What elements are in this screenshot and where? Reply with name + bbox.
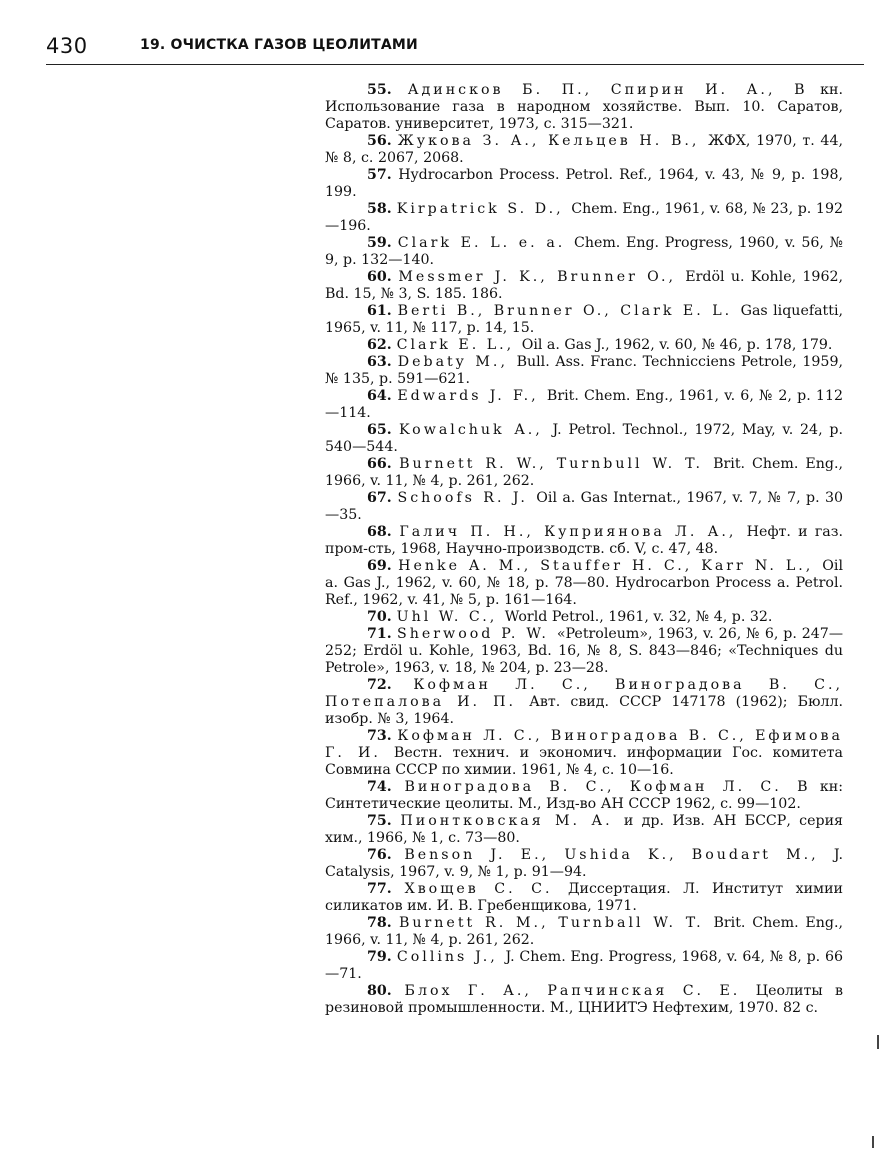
reference-text: Диссертация. Л. Институт химии силикатов им. И. В. Гребенщикова, 1971. [325,881,843,914]
reference-number: 72. [367,677,414,693]
reference-author: Edwards J. F., [397,388,547,404]
reference-item [325,422,843,456]
reference-item [325,728,843,779]
reference-number: 62. [367,337,397,353]
reference-text: Erdöl u. Kohle, 1962, Bd. 15, № 3, S. 185. 186. [325,269,844,302]
reference-author: Uhl W. C., [396,609,505,625]
reference-number: 65. [367,422,399,438]
reference-text: Авт. свид. СССР 147178 (1962); Бюлл. изобр. № 3, 1964. [325,694,843,727]
reference-item [325,881,843,915]
reference-number: 71. [367,626,398,642]
reference-number: 69. [367,558,399,574]
reference-item [325,354,843,388]
page-number: 430 [46,34,88,58]
reference-item [325,609,843,626]
reference-number: 60. [367,269,399,285]
reference-number: 79. [367,949,397,965]
reference-author: Sherwood P. W. [397,626,557,642]
reference-text: Brit. Chem. Eng., 1966, v. 11, № 4, p. 261, 262. [325,915,843,948]
reference-item [325,677,843,728]
reference-text: Brit. Chem. Eng., 1966, v. 11, № 4, p. 261, 262. [325,456,843,489]
reference-author: Clark E. L. e. a. [397,235,574,251]
reference-number: 67. [367,490,398,506]
reference-item [325,915,843,949]
reference-author: Messmer J. K., Brunner O., [398,269,686,285]
reference-author: Хвощев С. С. [404,881,568,897]
reference-author: Виноградова В. С., Кофман Л. С. [404,779,798,795]
reference-number: 61. [367,303,398,319]
chapter-title: 19. ОЧИСТКА ГАЗОВ ЦЕОЛИТАМИ [140,37,418,53]
reference-text: Oil a. Gas J., 1962, v. 60, № 46, p. 178, 179. [521,337,833,353]
reference-text: Bull. Ass. Franc. Technicciens Petrole, 1959, № 135, p. 591—621. [325,354,843,387]
reference-text: Вестн. технич. и экономич. информации Гос. комитета Совмина СССР по химии. 1961, № 4, с. 10—16. [325,745,843,778]
reference-author: Debaty M., [397,354,517,370]
reference-number: 68. [367,524,400,540]
reference-text: В кн: Синтетические цеолиты. М., Изд-во АН СССР 1962, с. 99—102. [325,779,843,812]
reference-number: 55. [367,82,408,98]
reference-item [325,235,843,269]
reference-author: Кофман Л. С., Виноградова В. С., Потепалова И. П. [325,677,843,710]
reference-number: 75. [367,813,401,829]
reference-text: Brit. Chem. Eng., 1961, v. 6, № 2, p. 112—114. [325,388,843,421]
reference-number: 59. [367,235,398,251]
reference-number: 78. [367,915,399,931]
reference-author: Benson J. E., Ushida K., Boudart M., [404,847,834,863]
reference-item [325,779,843,813]
reference-number: 74. [367,779,405,795]
reference-item [325,269,843,303]
reference-author: Пионтковская М. А. [400,813,624,829]
reference-list [325,82,843,1017]
reference-text: Gas liquefatti, 1965, v. 11, № 117, p. 14, 15. [325,303,843,336]
reference-author: Жукова З. А., Кельцев Н. В., [397,133,709,149]
reference-item [325,983,843,1017]
reference-text: Chem. Eng., 1961, v. 68, № 23, p. 192—196. [325,201,843,234]
reference-text: Нефт. и газ. пром-сть, 1968, Научно-производств. сб. V, с. 47, 48. [325,524,843,557]
reference-author: Кофман Л. С., Виноградова В. С., Ефимова Г. И. [325,728,844,761]
reference-number: 58. [367,201,397,217]
reference-author: Clark E. L., [396,337,522,353]
reference-number: 70. [367,609,397,625]
reference-text: Chem. Eng. Progress, 1960, v. 56, № 9, p. 132—140. [325,235,843,268]
reference-text: J. Petrol. Technol., 1972, May, v. 24, p. 540—544. [325,422,843,455]
reference-item [325,337,843,354]
reference-number: 56. [367,133,398,149]
page-header [46,34,864,65]
reference-author: Collins J., [396,949,506,965]
reference-item [325,847,843,881]
reference-item [325,388,843,422]
reference-text: В кн. Использование газа в народном хозяйстве. Вып. 10. Саратов, Саратов. университет, 1973, с. 315—321. [325,82,843,132]
reference-item [325,82,843,133]
reference-item [325,201,843,235]
reference-item [325,456,843,490]
reference-item [325,949,843,983]
reference-number: 63. [367,354,398,370]
reference-author: Kowalchuk A., [398,422,553,438]
reference-author: Henke A. M., Stauffer H. C., Karr N. L., [398,558,823,574]
reference-item [325,558,843,609]
reference-text: J. Catalysis, 1967, v. 9, № 1, p. 91—94. [325,847,843,880]
margin-mark [872,1136,874,1148]
reference-text: ЖФХ, 1970, т. 44, № 8, с. 2067, 2068. [325,133,843,166]
reference-text: «Petroleum», 1963, v. 26, № 6, p. 247—252; Erdöl u. Kohle, 1963, Bd. 16, № 8, S. 843—846; «Techniques du Petrole», 1963, v. 18, № 204, p. 23—28. [325,626,844,676]
reference-number: 57. [367,167,399,183]
reference-number: 66. [367,456,400,472]
reference-author: Burnett R. M., Turnball W. T. [398,915,714,931]
reference-item [325,167,843,201]
reference-author: Адинсков Б. П., Спирин И. А., [407,82,795,98]
reference-author: Блох Г. А., Рапчинская С. Е. [404,983,756,999]
reference-item [325,303,843,337]
reference-text: World Petrol., 1961, v. 32, № 4, p. 32. [504,609,773,625]
reference-text: и др. Изв. АН БССР, серия хим., 1966, № 1, с. 73—80. [325,813,843,846]
reference-number: 76. [367,847,405,863]
reference-number: 64. [367,388,398,404]
reference-item [325,133,843,167]
reference-author: Berti B., Brunner O., Clark E. L. [397,303,741,319]
reference-author: Галич П. Н., Куприянова Л. А., [399,524,747,540]
reference-text: Oil a. Gas Internat., 1967, v. 7, № 7, p. 30—35. [325,490,844,523]
reference-author: Schoofs R. J. [397,490,537,506]
reference-item [325,626,843,677]
reference-text: Цеолиты в резиновой промышленности. М., ЦНИИТЭ Нефтехим, 1970. 82 с. [325,983,843,1016]
margin-mark [877,1035,879,1049]
reference-number: 77. [367,881,405,897]
reference-text: Hydrocarbon Process. Petrol. Ref., 1964, v. 43, № 9, p. 198, 199. [325,167,843,200]
reference-number: 80. [367,983,405,999]
reference-text: Oil a. Gas J., 1962, v. 60, № 18, p. 78—80. Hydrocarbon Process a. Petrol. Ref., 1962, v. 41, № 5, p. 161—164. [325,558,843,608]
reference-item [325,813,843,847]
reference-text: J. Chem. Eng. Progress, 1968, v. 64, № 8, p. 66—71. [325,949,843,982]
reference-author: Kirpatrick S. D., [396,201,572,217]
reference-item [325,490,843,524]
reference-item [325,524,843,558]
reference-number: 73. [367,728,398,744]
reference-author: Burnett R. W., Turnbull W. T. [399,456,714,472]
